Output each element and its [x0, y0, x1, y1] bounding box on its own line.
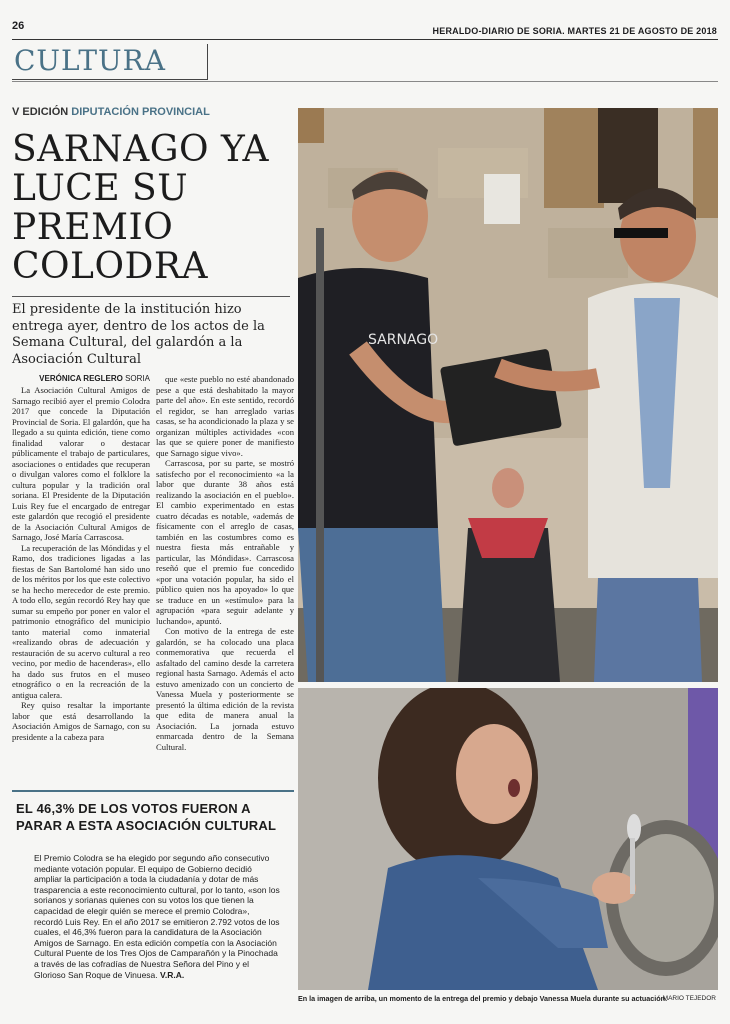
byline-name: VERÓNICA REGLERO — [39, 374, 123, 383]
paragraph: Con motivo de la entrega de este galardón, se ha colocado una placa conmemorativa que recuerda el asfaltado del camino desde la carretera regional hasta Sarnago. Además el acto estuvo amenizado con un concierto de Vanessa Muela y posteriormente se presentó la última edición de la revista que edita de manera anual la Asociación. La jornada estuvo enmarcada dentro de la Semana Cultural. — [156, 626, 294, 752]
byline — [12, 374, 150, 383]
sidebar-signature: V.R.A. — [160, 969, 185, 980]
headline: SARNAGO YA LUCE SU PREMIO COLODRA — [12, 129, 269, 287]
header-rule — [12, 39, 718, 40]
article-column-1 — [12, 385, 150, 815]
section-rule — [12, 81, 718, 82]
sidebar-headline: EL 46,3% DE LOS VOTOS FUERON A PARAR A ESTA ASOCIACIÓN CULTURAL — [16, 801, 277, 833]
page-number: 26 — [12, 20, 25, 32]
paragraph: Rey quiso resaltar la importante labor que está desarrollando la Asociación Amigos de Sarnago, con su presidente a la cabeza para — [12, 700, 150, 742]
deck: El presidente de la institución hizo entrega ayer, dentro de los actos de la Semana Cultural, del galardón a la Asociación Cultural — [12, 302, 265, 367]
sidebar-text — [34, 853, 280, 980]
photo-credit: MARIO TEJEDOR — [662, 995, 716, 1002]
paragraph: que «este pueblo no esté abandonado pese a que está deshabitado la mayor parte del año». En este sentido, recordó el regidor, se han arreglado varias casas, se ha acondicionado la plaza y se organizan múltiples actividades «con las que se quiere poner de manifiesto que Sarnago sigue vivo». — [156, 374, 294, 458]
kicker-highlight: DIPUTACIÓN PROVINCIAL — [71, 106, 210, 118]
kicker — [12, 106, 210, 118]
photo-singer — [298, 688, 718, 990]
photo-award-handover — [298, 108, 718, 682]
sidebar-rule — [12, 790, 294, 792]
photo-caption: En la imagen de arriba, un momento de la entrega del premio y debajo Vanessa Muela durante su actuación. — [298, 994, 668, 1003]
masthead: HERALDO-DIARIO DE SORIA. MARTES 21 DE AGOSTO DE 2018 — [432, 26, 717, 36]
section-label — [12, 44, 208, 80]
section-title: CULTURA — [14, 44, 166, 77]
sidebar-body: El Premio Colodra se ha elegido por segundo año consecutivo mediante votación popular. El equipo de Gobierno decidió ampliar la participación a toda la ciudadanía y dotar de más trasparencia a este reconocimiento cultural, por lo tanto, «son los sorianos y sorianas quienes con su votos los que tienen la capacidad de elegir quién se merece el premio Colodra», recordó Luis Rey. En el año 2017 se emitieron 2.792 votos de los cuales, el 46,3% fueron para la candidatura de la Asociación Amigos de Sarnago. En esta edición competía con la Asociación Cultural Puente de los Tres Ojos de Camparañón y la Pinochada a través de las cofradías de Nuestra Señora del Pino y el Glorioso San Roque de Vinuesa. — [34, 853, 280, 980]
article-column-2 — [156, 374, 294, 786]
paragraph: La recuperación de las Móndidas y el Ramo, dos tradiciones ligadas a las fiestas de San Bartolomé han sido uno de los méritos por los que este colectivo se ha hecho merecedor de este premio. A todo ello, según recordó Rey hay que sumar su empeño por poner en valor el patrimonio etnográfico del municipio tanto material como inmaterial «realizando obras de adecuación y restauración de su acervo cultural a reo vecino, por medio de hacenderas», ello ha dado sus frutos en el museo etnográfico o en la recreación de la antigua calera. — [12, 542, 150, 700]
byline-place: SORIA — [125, 374, 150, 383]
paragraph: La Asociación Cultural Amigos de Sarnago recibió ayer el premio Colodra 2017 que concede la Diputación Provincial de Soria. El galardón, que ha llegado a su quinta edición, tiene como finalidad valorar o destacar públicamente el trabajo de particulares, asociaciones o entidades que recuperan o divulgan valores como el folklore la cultura popular y la tradición oral soriana. El Presidente de la Diputación Luis Rey fue el encargado de entregar este galardón que recogió el presidente de la Asociación Cultural Amigos de Sarnago, José María Carrascosa. — [12, 385, 150, 542]
kicker-edition: V EDICIÓN — [12, 106, 69, 118]
deck-rule — [12, 296, 290, 297]
shirt-text: SARNAGO — [368, 332, 439, 348]
paragraph: Carrascosa, por su parte, se mostró satisfecho por el reconocimiento «a la labor que durante 38 años está realizando la asociación en el pueblo». El cambio experimentado en estas cuatro décadas es notable, «además de físicamente con el arreglo de casas, también en las costumbres como es nuestra fiesta más entrañable y particular, las Móndidas». Carrascosa reseñó que el premio fue concedido «por una votación popular, ha sido el público quien nos ha apoyado» lo que se traduce en un «estímulo» para la agrupación «para seguir adelante y luchando», apuntó. — [156, 458, 294, 626]
